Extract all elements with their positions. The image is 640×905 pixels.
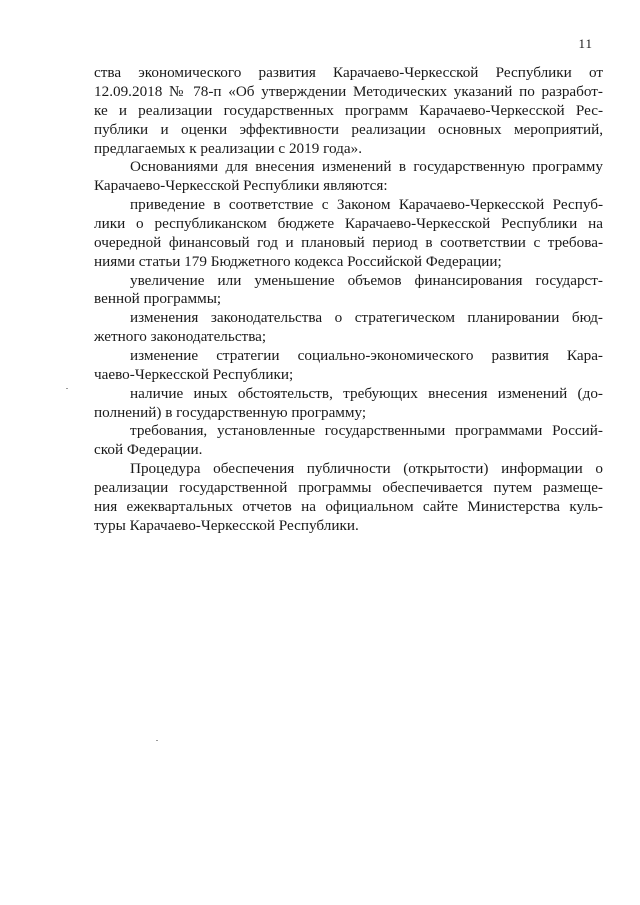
text-line: Карачаево-Черкесской Республики являются:	[94, 177, 388, 194]
text-line: полнений) в государственную программу;	[94, 404, 367, 421]
text-line: ства экономического развития Карачаево-Черкесской Республики от	[94, 64, 603, 81]
text-line: 12.09.2018 № 78-п «Об утверждении Методических указаний по разработ-	[94, 83, 603, 100]
scan-speck	[66, 388, 68, 389]
text-line: приведение в соответствие с Законом Карачаево-Черкесской Респуб-	[130, 196, 603, 213]
text-line: ния ежеквартальных отчетов на официальном сайте Министерства куль-	[94, 498, 603, 515]
text-line: туры Карачаево-Черкесской Республики.	[94, 517, 359, 534]
text-line: очередной финансовый год и плановый период в соответствии с требова-	[94, 234, 603, 251]
text-line: ской Федерации.	[94, 441, 203, 458]
text-line: требования, установленные государственными программами Россий-	[130, 422, 603, 439]
text-line: реализации государственной программы обеспечивается путем размеще-	[94, 479, 603, 496]
text-line: Основаниями для внесения изменений в государственную программу	[130, 158, 603, 175]
text-line: публики и оценки эффективности реализации основных мероприятий,	[94, 121, 603, 138]
text-line: изменения законодательства о стратегическом планировании бюд-	[130, 309, 603, 326]
text-line: наличие иных обстоятельств, требующих внесения изменений (до-	[130, 385, 603, 402]
text-line: ке и реализации государственных программ Карачаево-Черкесской Рес-	[94, 102, 603, 119]
text-line: лики о республиканском бюджете Карачаево-Черкесской Республики на	[94, 215, 603, 232]
page-number: 11	[578, 36, 593, 51]
text-line: ниями статьи 179 Бюджетного кодекса Российской Федерации;	[94, 253, 502, 270]
text-line: предлагаемых к реализации с 2019 года».	[94, 140, 362, 157]
text-line: увеличение или уменьшение объемов финансирования государст-	[130, 272, 603, 289]
text-line: жетного законодательства;	[94, 328, 267, 345]
text-line: Процедура обеспечения публичности (открытости) информации о	[130, 460, 603, 477]
scan-speck	[156, 740, 158, 741]
text-line: изменение стратегии социально-экономического развития Кара-	[130, 347, 603, 364]
text-line: венной программы;	[94, 290, 222, 307]
text-line: чаево-Черкесской Республики;	[94, 366, 294, 383]
